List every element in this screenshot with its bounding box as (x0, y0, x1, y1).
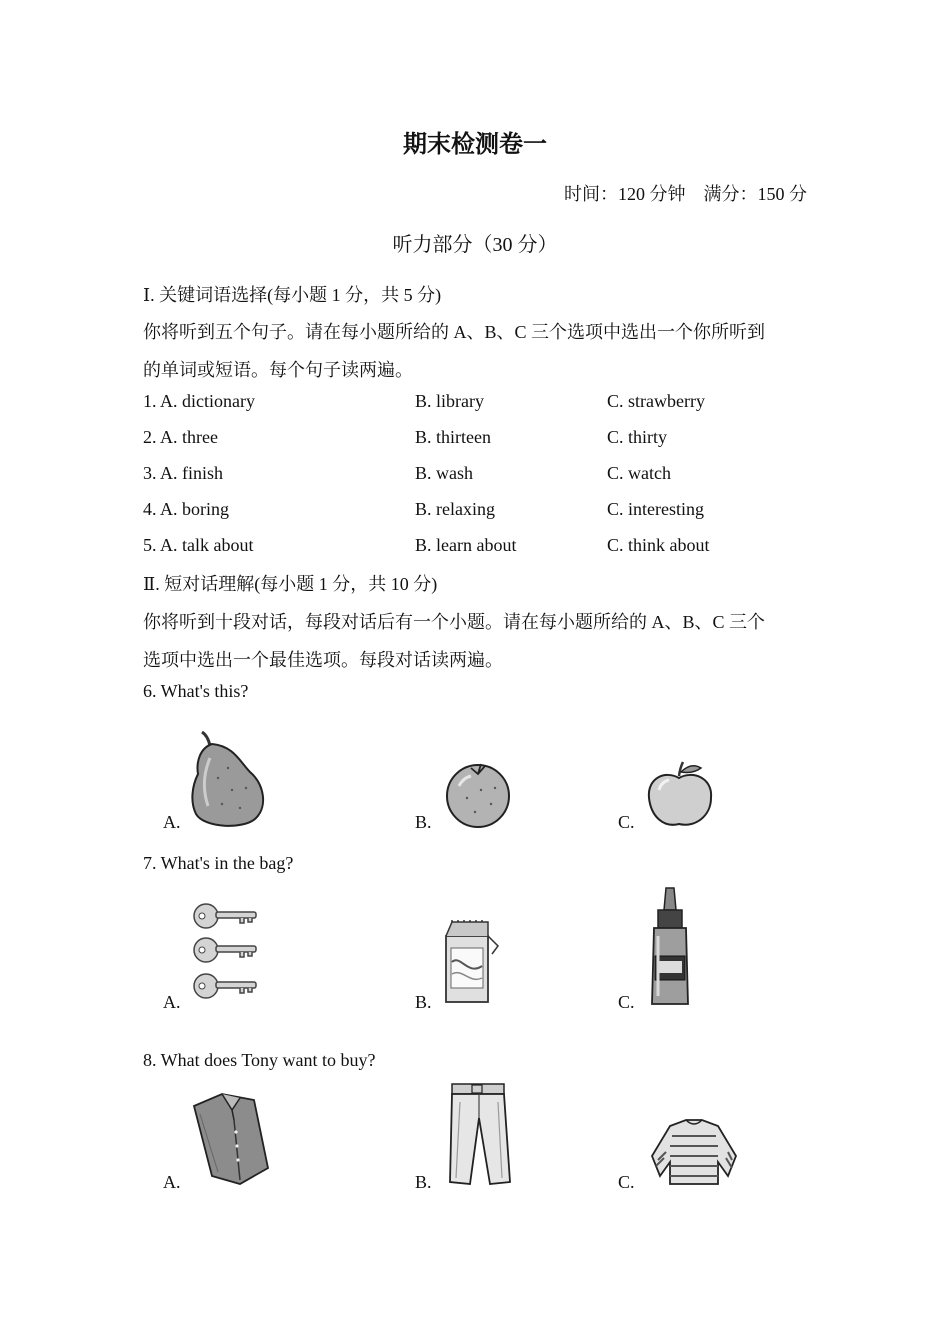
q5-option-b: B. learn about (415, 535, 517, 555)
shirt-image (192, 1090, 272, 1186)
q4-option-a: 4. A. boring (143, 499, 230, 519)
q5-option-c: C. think about (607, 535, 710, 555)
glue-bottle-image (646, 886, 694, 1008)
q7-label-b: B. (415, 992, 432, 1012)
q8-label-a: A. (163, 1172, 181, 1192)
page-title: 期末检测卷一 (403, 132, 547, 158)
q8-prompt: 8. What does Tony want to buy? (143, 1050, 376, 1070)
q6-label-a: A. (163, 812, 181, 832)
q1-option-a: 1. A. dictionary (143, 391, 255, 411)
keys-image (190, 900, 262, 1008)
q1-option-b: B. library (415, 391, 484, 411)
exam-meta: 时间：120 分钟 满分：150 分 (564, 184, 807, 204)
q3-option-b: B. wash (415, 463, 473, 483)
q3-option-c: C. watch (607, 463, 671, 483)
apple-image (645, 760, 715, 830)
q6-label-c: C. (618, 812, 635, 832)
section2-instruction-line1: 你将听到十段对话，每段对话后有一个小题。请在每小题所给的 A、B、C 三个 (143, 612, 766, 632)
q2-option-c: C. thirty (607, 427, 668, 447)
q6-label-b: B. (415, 812, 432, 832)
q7-prompt: 7. What's in the bag? (143, 853, 294, 873)
milk-carton-image (442, 918, 502, 1004)
pear-image (188, 728, 268, 830)
section1-instruction-line1: 你将听到五个句子。请在每小题所给的 A、B、C 三个选项中选出一个你所听到 (143, 322, 766, 342)
section2-heading: Ⅱ. 短对话理解(每小题 1 分，共 10 分) (143, 574, 438, 594)
section1-heading: Ⅰ. 关键词语选择(每小题 1 分，共 5 分) (143, 285, 442, 305)
q7-label-a: A. (163, 992, 181, 1012)
q8-label-b: B. (415, 1172, 432, 1192)
section2-instruction-line2: 选项中选出一个最佳选项。每段对话读两遍。 (143, 650, 503, 670)
q4-option-b: B. relaxing (415, 499, 495, 519)
section-subtitle: 听力部分（30 分） (392, 234, 558, 256)
orange-image (441, 760, 515, 828)
sweater-image (648, 1116, 740, 1188)
section1-instruction-line2: 的单词或短语。每个句子读两遍。 (143, 360, 413, 380)
q6-prompt: 6. What's this? (143, 681, 249, 701)
q3-option-a: 3. A. finish (143, 463, 224, 483)
q8-label-c: C. (618, 1172, 635, 1192)
q2-option-b: B. thirteen (415, 427, 491, 447)
q1-option-c: C. strawberry (607, 391, 705, 411)
trousers-image (446, 1082, 512, 1188)
q4-option-c: C. interesting (607, 499, 704, 519)
q5-option-a: 5. A. talk about (143, 535, 254, 555)
q7-label-c: C. (618, 992, 635, 1012)
q2-option-a: 2. A. three (143, 427, 218, 447)
